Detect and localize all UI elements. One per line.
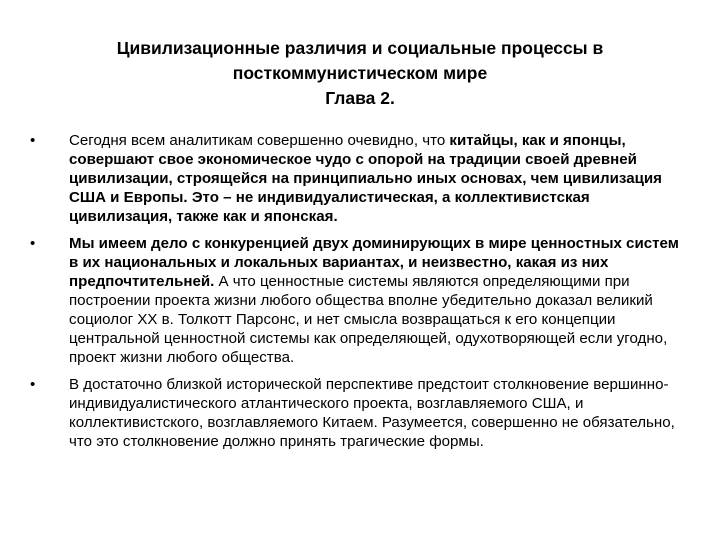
bullet-marker: • — [30, 235, 36, 252]
bullet-1-text-regular: Сегодня всем аналитикам совершенно очевидно, что — [69, 132, 450, 149]
title-line-2: посткоммунистическом мире — [232, 63, 488, 83]
bullet-2-text-bold: Мы имеем дело с конкуренцией двух доминирующих в мире ценностных систем в их национальных и локальных вариантах, и неизвестно, какая из них предпочтительней. — [69, 235, 679, 290]
bullet-1-text-bold: китайцы, как и японцы, совершают свое экономическое чудо с опорой на традиции своей древней цивилизации, строящейся на принципиально иных основах, чем цивилизация США и Европы. Это – не индивидуалистическая, а коллективистская цивилизация, также как и японская. — [69, 132, 662, 225]
bullet-list — [30, 131, 680, 459]
bullet-marker: • — [30, 376, 36, 393]
bullet-marker: • — [30, 132, 36, 149]
chapter-label: Глава 2. — [325, 88, 395, 108]
bullet-item-3 — [30, 375, 680, 451]
title-line-1: Цивилизационные различия и социальные процессы в — [116, 38, 604, 58]
bullet-2-text-regular: А что ценностные системы являются определяющими при построении проекта жизни любого общества вполне убедительно доказал великий социолог XX в. Толкотт Парсонс, и нет смысла возвращаться к его концепции центральной ценностной системы как определяющей, одухотворяющей если угодно, проект жизни любого общества. — [69, 273, 668, 366]
bullet-3-text-regular: В достаточно близкой исторической перспективе предстоит столкновение вершинно-индивидуалистического атлантического проекта, возглавляемого США, и коллективистского, возглавляемого Китаем. Разумеется, совершенно не обязательно, что это столкновение должно принять трагические формы. — [69, 376, 675, 450]
slide-title — [40, 36, 680, 111]
bullet-item-1 — [30, 131, 680, 226]
bullet-item-2 — [30, 234, 680, 367]
